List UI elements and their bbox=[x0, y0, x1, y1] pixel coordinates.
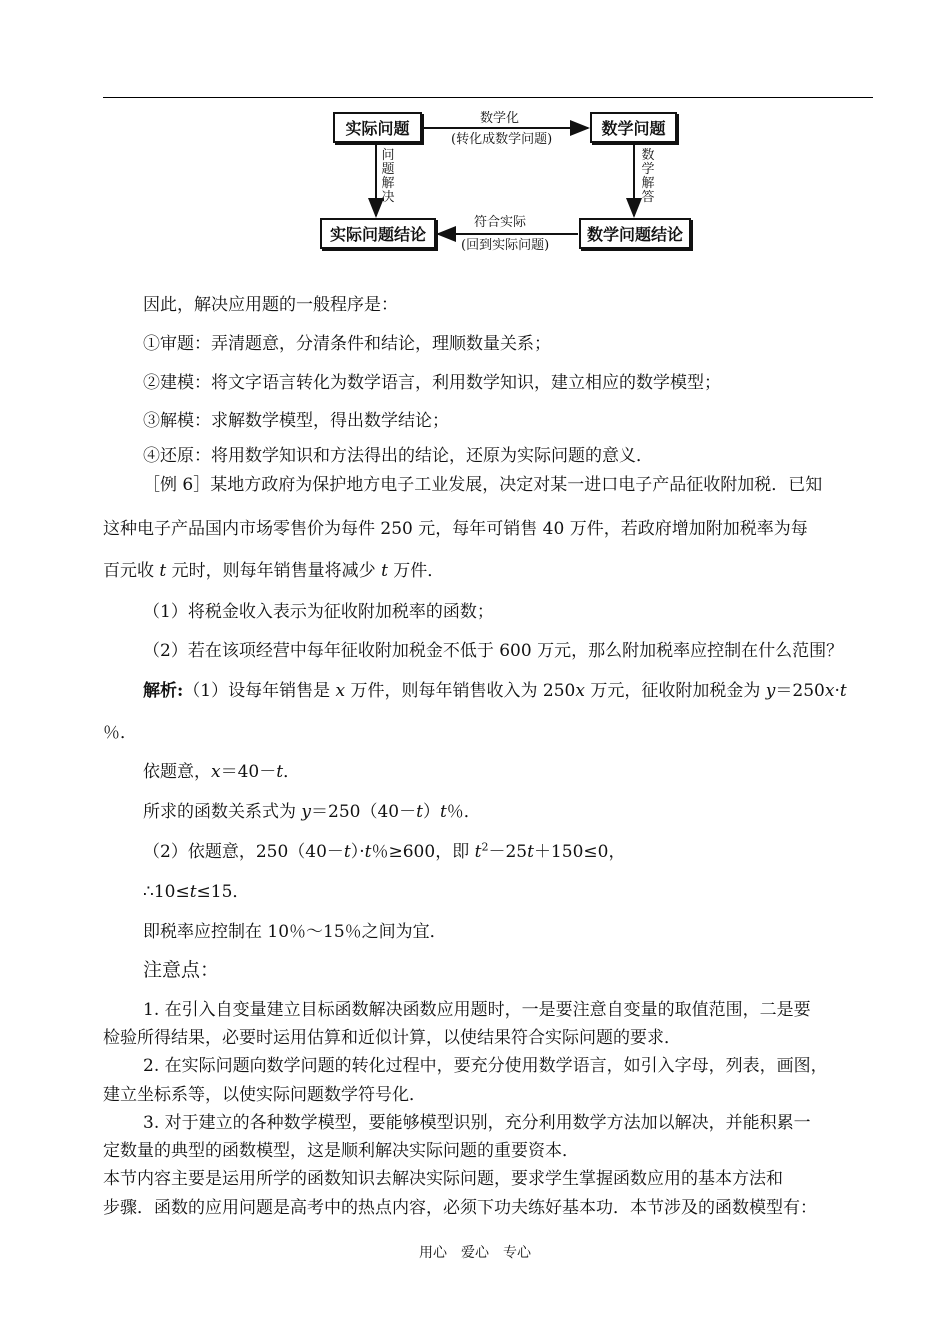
function-line: 所求的函数关系式为 y＝250（40－t）t％． bbox=[143, 802, 481, 822]
arrow-left-label: 问 题 解 决 bbox=[381, 148, 395, 205]
notes-title: 注意点： bbox=[143, 959, 220, 981]
box-math-problem: 数学问题 bbox=[590, 112, 677, 143]
summary-line-2: 步骤．函数的应用问题是高考中的热点内容，必须下功夫练好基本功．本节涉及的函数模型有： bbox=[103, 1198, 817, 1218]
arrow-bottom-label-2: (回到实际问题) bbox=[461, 238, 550, 253]
note-3-line-1: 3. 对于建立的各种数学模型，要能够模型识别，充分利用数学方法加以解决，并能积累一 bbox=[143, 1113, 811, 1133]
part2-line: （2）依题意，250（40－t）·t％≥600，即 $t^2-25t+150\le 0$， bbox=[143, 840, 626, 862]
example-line-2: 这种电子产品国内市场零售价为每件 250 元，每年可销售 40 万件，若政府增加附加税率为每 bbox=[103, 519, 808, 539]
step-1: ①审题：弄清题意，分清条件和结论，理顺数量关系； bbox=[143, 334, 551, 354]
example-line-1: ［例 6］某地方政府为保护地方电子工业发展，决定对某一进口电子产品征收附加税．已知 bbox=[143, 475, 823, 495]
box-real-conclusion: 实际问题结论 bbox=[320, 218, 436, 249]
note-1-line-1: 1. 在引入自变量建立目标函数解决函数应用题时，一是要注意自变量的取值范围，二是要 bbox=[143, 1000, 811, 1020]
step-3: ③解模：求解数学模型，得出数学结论； bbox=[143, 411, 449, 431]
summary-line-1: 本节内容主要是运用所学的函数知识去解决实际问题，要求学生掌握函数应用的基本方法和 bbox=[103, 1169, 783, 1189]
intro-line: 因此，解决应用题的一般程序是： bbox=[143, 295, 398, 315]
note-1-line-2: 检验所得结果，必要时运用估算和近似计算，以使结果符合实际问题的要求． bbox=[103, 1028, 681, 1048]
solution-line-1: 解析:（1）设每年销售是 x 万件，则每年销售收入为 250x 万元，征收附加税金为 y＝250x·t bbox=[143, 681, 847, 701]
range-line: ∴10≤t≤15． bbox=[143, 882, 250, 902]
note-2-line-2: 建立坐标系等，以使实际问题数学符号化． bbox=[103, 1085, 426, 1105]
note-3-line-2: 定数量的典型的函数模型，这是顺利解决实际问题的重要资本． bbox=[103, 1141, 579, 1161]
note-2-line-1: 2. 在实际问题向数学问题的转化过程中，要充分使用数学语言，如引入字母，列表，画图， bbox=[143, 1056, 828, 1076]
step-2: ②建模：将文字语言转化为数学语言，利用数学知识，建立相应的数学模型； bbox=[143, 373, 721, 393]
example-line-3: 百元收 t 元时，则每年销售量将减少 t 万件． bbox=[103, 561, 445, 581]
arrow-right-label: 数 学 解 答 bbox=[641, 148, 655, 205]
page-footer: 用心 爱心 专心 bbox=[419, 1245, 531, 1261]
solution-line-1-cont: ％． bbox=[103, 723, 137, 743]
arrow-bottom-label-1: 符合实际 bbox=[474, 215, 527, 230]
step-4: ④还原：将用数学知识和方法得出的结论，还原为实际问题的意义． bbox=[143, 446, 653, 466]
arrow-top-label-2: (转化成数学问题) bbox=[451, 132, 553, 147]
question-2: （2）若在该项经营中每年征收附加税金不低于 600 万元，那么附加税率应控制在什么范围？ bbox=[143, 641, 844, 661]
arrow-top-label-1: 数学化 bbox=[480, 111, 520, 126]
depends-line: 依题意，x＝40－t． bbox=[143, 762, 301, 782]
box-real-problem: 实际问题 bbox=[333, 112, 422, 143]
box-math-conclusion: 数学问题结论 bbox=[579, 218, 691, 249]
question-1: （1）将税金收入表示为征收附加税率的函数； bbox=[143, 602, 494, 622]
conclusion-line: 即税率应控制在 10％～15％之间为宜． bbox=[143, 922, 447, 942]
